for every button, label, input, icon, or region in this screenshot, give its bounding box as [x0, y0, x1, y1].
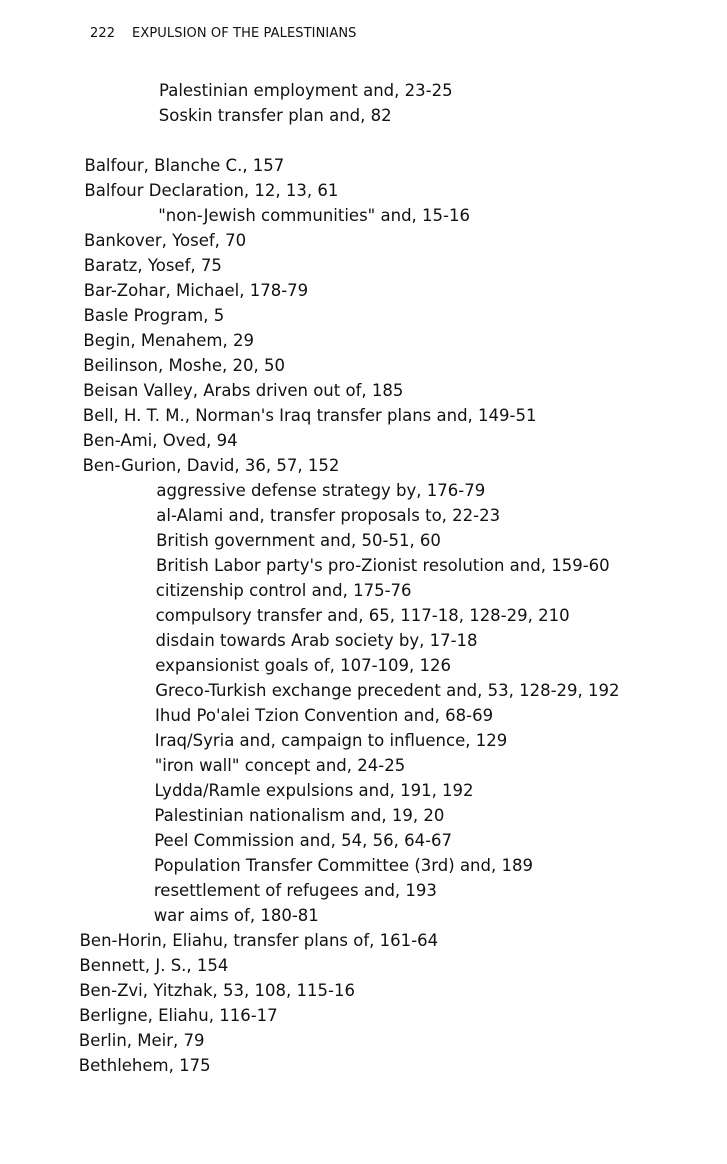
index-entry: Beilinson, Moshe, 20, 50 [83, 356, 286, 375]
running-title: EXPULSION OF THE PALESTINIANS [132, 26, 357, 41]
index-entry: Begin, Menahem, 29 [83, 331, 254, 350]
index-entry: Balfour, Blanche C., 157 [84, 156, 285, 175]
index-subentry: Greco-Turkish exchange precedent and, 53, 128-29, 192 [155, 681, 620, 700]
index-subentry: disdain towards Arab society by, 17-18 [155, 631, 478, 650]
entry-gap [0, 128, 727, 153]
index-subentry: Ihud Po'alei Tzion Convention and, 68-69 [155, 706, 494, 725]
index-entry: Berlin, Meir, 79 [78, 1031, 205, 1050]
index-entry: Berligne, Eliahu, 116-17 [79, 1006, 278, 1025]
index-list [0, 78, 727, 1078]
index-entry: Ben-Zvi, Yitzhak, 53, 108, 115-16 [79, 981, 355, 1000]
index-entry: Bennett, J. S., 154 [79, 956, 229, 975]
index-subentry: "iron wall" concept and, 24-25 [154, 756, 406, 775]
index-entry: Balfour Declaration, 12, 13, 61 [84, 181, 339, 200]
index-entry: Bar-Zohar, Michael, 178-79 [83, 281, 309, 300]
index-subentry: Lydda/Ramle expulsions and, 191, 192 [154, 781, 474, 800]
index-entry: Beisan Valley, Arabs driven out of, 185 [83, 381, 404, 400]
index-subentry: Soskin transfer plan and, 82 [158, 106, 392, 125]
index-subentry: British Labor party's pro-Zionist resolution and, 159-60 [156, 556, 610, 575]
index-subentry: al-Alami and, transfer proposals to, 22-23 [156, 506, 501, 525]
index-entry: Bethlehem, 175 [78, 1056, 211, 1075]
index-subentry: compulsory transfer and, 65, 117-18, 128-29, 210 [155, 606, 570, 625]
index-entry: Ben-Gurion, David, 36, 57, 152 [82, 456, 340, 475]
index-subentry: Peel Commission and, 54, 56, 64-67 [154, 831, 453, 850]
index-subentry: war aims of, 180-81 [153, 906, 319, 925]
index-subentry: resettlement of refugees and, 193 [153, 881, 437, 900]
index-subentry: "non-Jewish communities" and, 15-16 [158, 206, 470, 225]
page-number: 222 [90, 26, 116, 41]
index-entry: Basle Program, 5 [83, 306, 225, 325]
index-subentry: Population Transfer Committee (3rd) and, 189 [154, 856, 533, 875]
index-subentry: Palestinian nationalism and, 19, 20 [154, 806, 445, 825]
index-entry: Ben-Horin, Eliahu, transfer plans of, 161-64 [79, 931, 439, 950]
index-entry: Baratz, Yosef, 75 [83, 256, 222, 275]
running-head [90, 26, 357, 41]
index-subentry: aggressive defense strategy by, 176-79 [156, 481, 486, 500]
index-subentry: citizenship control and, 175-76 [155, 581, 412, 600]
index-entry: Bankover, Yosef, 70 [84, 231, 247, 250]
index-entry: Bell, H. T. M., Norman's Iraq transfer plans and, 149-51 [82, 406, 537, 425]
index-entry: Ben-Ami, Oved, 94 [82, 431, 238, 450]
index-subentry: Iraq/Syria and, campaign to influence, 129 [154, 731, 508, 750]
index-subentry: Palestinian employment and, 23-25 [159, 81, 453, 100]
index-subentry: expansionist goals of, 107-109, 126 [155, 656, 452, 675]
index-subentry: British government and, 50-51, 60 [156, 531, 441, 550]
